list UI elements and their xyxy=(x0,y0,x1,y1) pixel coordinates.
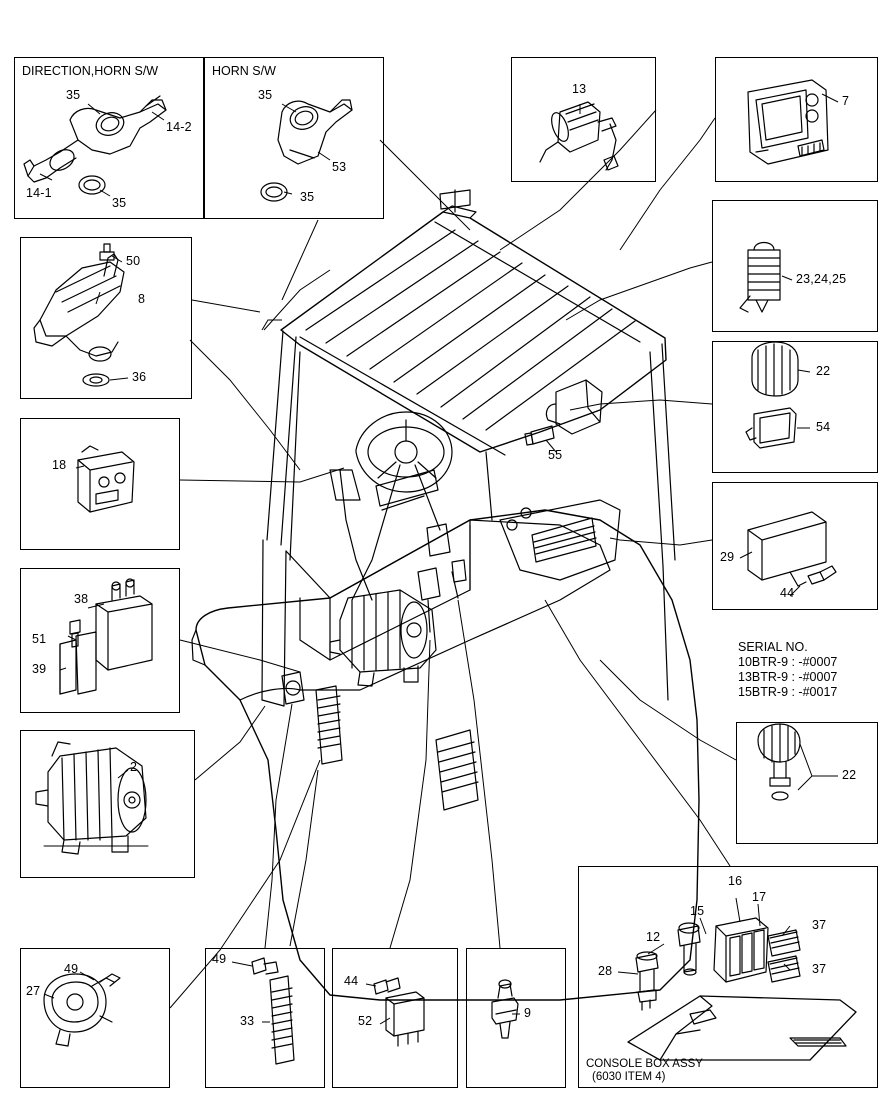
panel-resistor-33 xyxy=(205,948,325,1088)
panel-switch-9 xyxy=(466,948,566,1088)
callout-27: 27 xyxy=(26,984,41,998)
callout-53: 53 xyxy=(332,160,347,174)
callout-22b: 22 xyxy=(842,768,857,782)
console-box-caption xyxy=(586,1058,703,1084)
callout-35c: 35 xyxy=(258,88,273,102)
callout-35b: 35 xyxy=(112,196,127,210)
callout-8: 8 xyxy=(138,292,146,306)
callout-22a: 22 xyxy=(816,364,831,378)
callout-51: 51 xyxy=(32,632,47,646)
panel-title-horn-sw: HORN S/W xyxy=(212,64,276,78)
callout-2: 2 xyxy=(130,760,138,774)
panel-relay-52 xyxy=(332,948,458,1088)
callout-37b: 37 xyxy=(812,962,827,976)
callout-15: 15 xyxy=(690,904,705,918)
panel-lever-assy xyxy=(20,237,192,399)
console-box-subtitle: (6030 ITEM 4) xyxy=(592,1071,666,1083)
callout-55: 55 xyxy=(548,448,563,462)
callout-28: 28 xyxy=(598,964,613,978)
panel-console-box xyxy=(578,866,878,1088)
panel-controller-18 xyxy=(20,418,180,550)
callout-9: 9 xyxy=(524,1006,532,1020)
callout-23-24-25: 23,24,25 xyxy=(796,272,847,286)
callout-17: 17 xyxy=(752,890,767,904)
serial-line-1: 10BTR-9 : -#0007 xyxy=(738,655,838,669)
serial-title: SERIAL NO. xyxy=(738,640,808,654)
panel-instrument xyxy=(715,57,878,182)
panel-lamp-22-serial xyxy=(736,722,878,844)
serial-note xyxy=(738,640,837,700)
callout-35d: 35 xyxy=(300,190,315,204)
callout-29: 29 xyxy=(720,550,735,564)
console-box-title: CONSOLE BOX ASSY xyxy=(586,1058,703,1070)
panel-controller-29 xyxy=(712,482,878,610)
callout-18: 18 xyxy=(52,458,67,472)
callout-36: 36 xyxy=(132,370,147,384)
callout-16: 16 xyxy=(728,874,743,888)
callout-13: 13 xyxy=(572,82,587,96)
callout-35: 35 xyxy=(66,88,81,102)
callout-39: 39 xyxy=(32,662,47,676)
panel-lamp-22-54 xyxy=(712,341,878,473)
panel-bulb-socket xyxy=(712,200,878,332)
callout-50: 50 xyxy=(126,254,141,268)
serial-line-2: 13BTR-9 : -#0007 xyxy=(738,670,838,684)
callout-7: 7 xyxy=(842,94,850,108)
serial-line-3: 15BTR-9 : -#0017 xyxy=(738,685,838,699)
callout-49a: 49 xyxy=(64,962,79,976)
callout-14-2: 14-2 xyxy=(166,120,192,134)
callout-38: 38 xyxy=(74,592,89,606)
panel-motor-2 xyxy=(20,730,195,878)
panel-title-direction-horn-sw: DIRECTION,HORN S/W xyxy=(22,64,159,78)
callout-44b: 44 xyxy=(344,974,359,988)
callout-33: 33 xyxy=(240,1014,255,1028)
callout-49b: 49 xyxy=(212,952,227,966)
callout-12: 12 xyxy=(646,930,661,944)
panel-key-switch xyxy=(511,57,656,182)
callout-52: 52 xyxy=(358,1014,373,1028)
panel-horn-sw xyxy=(204,57,384,219)
callout-14-1: 14-1 xyxy=(26,186,52,200)
panel-horn-27 xyxy=(20,948,170,1088)
callout-44a: 44 xyxy=(780,586,795,600)
callout-37a: 37 xyxy=(812,918,827,932)
callout-54: 54 xyxy=(816,420,831,434)
